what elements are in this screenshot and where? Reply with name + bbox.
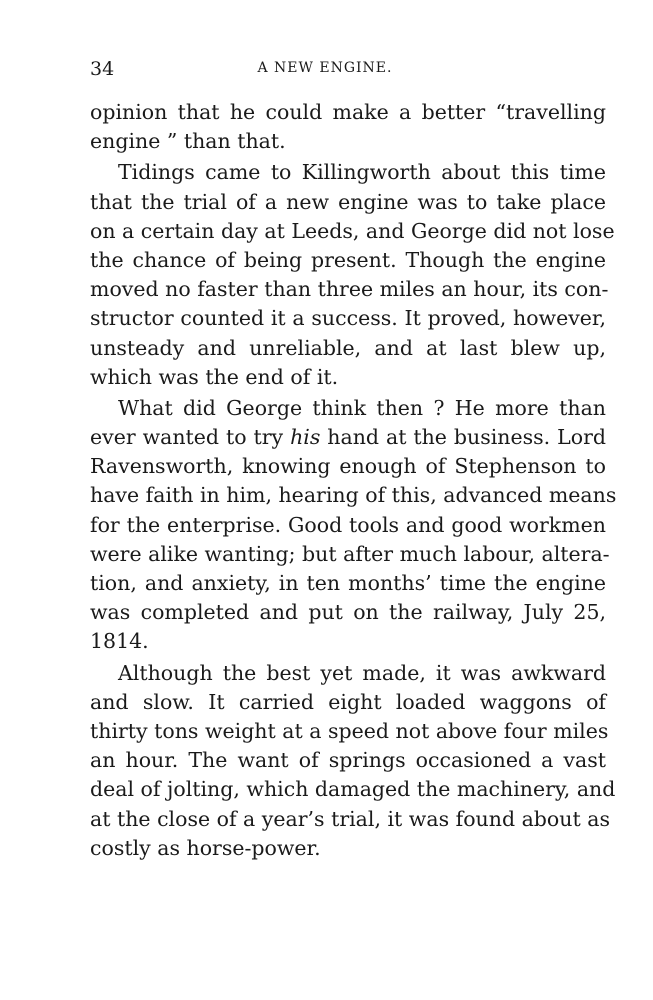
body-text [90,98,617,863]
text-line: was completed and put on the railway, July 25, [90,600,606,625]
text-line: that the trial of a new engine was to take place [90,189,606,214]
text-line: thirty tons weight at a speed not above four miles [90,718,609,743]
emphasis: his [290,425,321,450]
text-line: 1814. [90,629,149,654]
text-line: structor counted it a success. It proved, however, [90,306,606,331]
text-line: Ravensworth, knowing enough of Stephenson to [90,454,606,479]
page-header [90,58,560,84]
text-line: What did George think then ? He more than [118,395,606,420]
paragraph [90,394,617,657]
text-line: unsteady and unreliable, and at last blew up, [90,335,606,360]
text-line: on a certain day at Leeds, and George did not lose [90,218,615,243]
text-line: and slow. It carried eight loaded waggons of [90,689,606,714]
text-line: tion, and anxiety, in ten months’ time the engine [90,571,606,595]
text-line: were alike wanting; but after much labour, altera- [90,541,610,566]
text-line: Tidings came to Killingworth about this time [118,160,606,185]
text-line: the chance of being present. Though the engine [90,247,606,272]
page-number: 34 [90,58,115,80]
text-line: an hour. The want of springs occasioned a vast [90,748,606,773]
text-line: have faith in him, hearing of this, advanced means [90,483,617,508]
paragraph [90,98,606,156]
text-line: at the close of a year’s trial, it was found about as [90,806,610,831]
paragraph [90,659,616,863]
text-line: moved no faster than three miles an hour, its con- [90,277,609,302]
paragraph [90,158,615,392]
text-line: engine ” than that. [90,129,286,154]
text-line: Although the best yet made, it was awkward [118,660,606,685]
text-line: costly as horse-power. [90,835,321,860]
text-line: opinion that he could make a better “travelling [90,100,606,124]
text-line: for the enterprise. Good tools and good workmen [90,512,606,537]
running-head: A NEW ENGINE. [257,60,393,76]
text-line: which was the end of it. [90,364,339,389]
text-line: ever wanted to try his hand at the business. Lord [90,425,606,450]
text-line: deal of jolting, which damaged the machinery, and [90,777,616,802]
